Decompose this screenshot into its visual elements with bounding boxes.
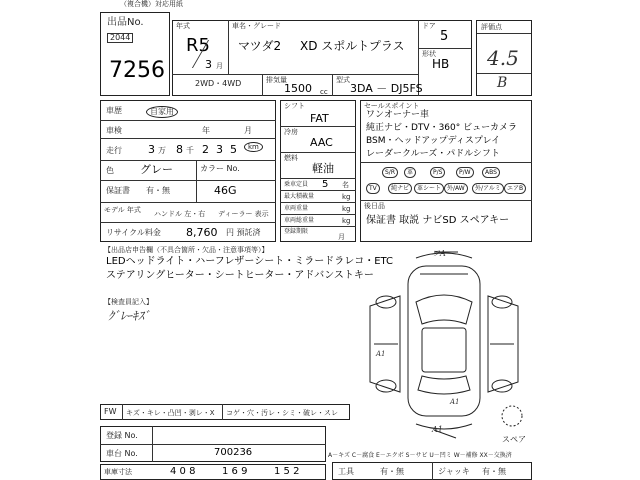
- color-label: 色: [106, 166, 114, 175]
- history-value: 自家用: [146, 106, 178, 118]
- recycle-unit: 円 預託済: [226, 228, 261, 237]
- equip-aw: 外/AW: [444, 183, 468, 194]
- sales-line-1: ワンオーナー車: [366, 110, 430, 120]
- score: 4.5: [487, 46, 519, 70]
- spare-tire-outline: [502, 406, 522, 426]
- cc-label: 排気量: [266, 76, 287, 84]
- color-value: グレー: [140, 163, 173, 176]
- windshield: [416, 295, 472, 324]
- year-month: 3: [205, 58, 212, 71]
- sales-line-4: レーダークルーズ・パドルシフト: [366, 149, 500, 159]
- shaken-label: 車検: [106, 126, 122, 135]
- score-box: [476, 20, 532, 96]
- dims-width: 1 6 9: [222, 466, 248, 477]
- mileage-d5: 5: [230, 143, 237, 156]
- equip-leather-seat: 革シート: [414, 183, 444, 194]
- weight-unit: kg: [342, 205, 351, 213]
- notes-label: 【出品店申告欄（不具合箇所・欠品・注意事項等）】: [104, 246, 269, 254]
- wheel-rr: [492, 380, 512, 392]
- mileage-d2: 8: [176, 143, 183, 156]
- capacity-label: 乗車定員: [284, 181, 309, 188]
- interior-score: B: [497, 75, 508, 91]
- model-name: マツダ2: [238, 39, 282, 53]
- lot-small: 2044: [107, 33, 133, 43]
- notes-line-1: LEDヘッドライト・ハーフレザーシート・ミラードラレコ・ETC: [106, 256, 394, 267]
- spare-label: スペア: [502, 435, 526, 444]
- chassis-label: 車台 No.: [106, 449, 138, 458]
- mileage-unit: km: [244, 142, 263, 152]
- load-unit: kg: [342, 193, 351, 201]
- fw-row-2: コゲ・穴・汚レ・シミ・破レ・スレ: [226, 409, 338, 417]
- equip-alumi: 外/アルミ: [472, 183, 504, 194]
- shift-value: FAT: [310, 112, 329, 125]
- equip-sr: S/R: [382, 167, 398, 178]
- dims-label: 車庫寸法: [104, 468, 132, 476]
- inspector-note: ｸﾞﾚｰｷｽﾞ: [108, 309, 151, 323]
- sales-line-3: BSM・ヘッドアップディスプレイ: [366, 136, 501, 146]
- model-year-label: モデル 年式: [104, 206, 141, 214]
- expire-label: 登録期限: [284, 228, 309, 235]
- weight-label: 車両重量: [284, 205, 309, 212]
- fuel-label: 燃料: [284, 154, 298, 162]
- mileage-u2: 千: [186, 146, 194, 155]
- expire-month: 月: [338, 233, 345, 241]
- doors-label: ドア: [422, 22, 436, 30]
- recycle-label: リサイクル料金: [106, 228, 161, 237]
- sales-label: セールスポイント: [364, 102, 420, 110]
- mileage-d3: 2: [202, 143, 209, 156]
- dims-length: 4 0 8: [170, 466, 196, 477]
- total-weight-unit: kg: [342, 217, 351, 225]
- front-mark: フA: [432, 249, 446, 258]
- car-diagram: [360, 244, 535, 444]
- total-weight-label: 車両総重量: [284, 217, 315, 224]
- grade: XD スポルトプラス: [300, 39, 405, 53]
- cc: 1500: [284, 82, 312, 95]
- after-value: 保証書 取説 ナビSD スペアキー: [366, 215, 510, 226]
- score-label: 評価点: [481, 23, 502, 31]
- rear-window: [418, 376, 470, 394]
- lot-label: 出品No.: [107, 17, 144, 28]
- year-label: 年式: [176, 22, 190, 30]
- equip-navi: 純ナビ: [388, 183, 412, 194]
- mileage-u1: 万: [158, 146, 166, 155]
- wheel-fr: [492, 296, 512, 308]
- equip-abs: ABS: [482, 167, 500, 178]
- warranty-label: 保証書: [106, 186, 130, 195]
- warranty-value: 有・無: [146, 186, 170, 195]
- lot-number: 7256: [109, 58, 165, 83]
- year-month-unit: 月: [216, 62, 223, 70]
- recycle-value: 8,760: [186, 226, 218, 239]
- cc-unit: cc: [320, 88, 328, 96]
- fuel-value: 軽油: [312, 162, 334, 175]
- tools-label: 工具: [338, 467, 354, 476]
- mileage-d1: 3: [148, 143, 155, 156]
- equip-airbag: エアB: [504, 183, 526, 194]
- after-label: 後日品: [364, 202, 385, 210]
- handle-label: ハンドル 左・右: [154, 210, 206, 218]
- rear-mark: A1: [432, 425, 443, 434]
- top-cut-text: （複合機）対応用紙: [120, 0, 183, 8]
- equip-pw: P/W: [456, 167, 474, 178]
- ac-label: 冷房: [284, 128, 298, 136]
- chassis-value: 700236: [214, 447, 253, 458]
- jack-label: ジャッキ: [438, 467, 470, 476]
- mileage-d4: 3: [216, 143, 223, 156]
- type-code: 3DA － DJ5FS: [350, 82, 423, 95]
- reg-label: 登録 No.: [106, 431, 138, 440]
- fw-label: FW: [104, 407, 117, 416]
- shaken-month: 月: [244, 126, 252, 135]
- load-label: 最大積載量: [284, 193, 315, 200]
- type-label: 型式: [336, 76, 350, 84]
- shift-label: シフト: [284, 102, 305, 110]
- roof: [422, 328, 466, 372]
- left-mark: A1: [376, 350, 386, 358]
- wheel-rl: [376, 380, 396, 392]
- lot-box: [100, 12, 170, 96]
- mileage-label: 走行: [106, 146, 122, 155]
- history-label: 車歴: [106, 106, 122, 115]
- equip-leather: 革: [404, 167, 416, 178]
- inspector-label: 【検査員記入】: [104, 298, 153, 306]
- equip-ps: P/S: [430, 167, 445, 178]
- dims-height: 1 5 2: [274, 466, 300, 477]
- color-no: 46G: [214, 184, 237, 197]
- tools-value: 有・無: [380, 467, 404, 476]
- notes-line-2: ステアリングヒーター・シートヒーター・アドバンストキー: [106, 270, 374, 281]
- sales-line-2: 純正ナビ・DTV・360° ビューカメラ: [366, 123, 517, 133]
- shaken-year: 年: [202, 126, 210, 135]
- equip-tv: TV: [366, 183, 380, 194]
- side-mark: A1: [450, 398, 460, 406]
- damage-legend: A－キズ C－腐食 E－エクボ S－サビ U－凹ミ W－補修 XX－交換済: [328, 452, 512, 459]
- spec-left: [100, 100, 276, 242]
- capacity-unit: 名: [342, 181, 349, 189]
- jack-value: 有・無: [482, 467, 506, 476]
- shape-label: 形状: [422, 50, 436, 58]
- wheel-fl: [376, 296, 396, 308]
- shape: HB: [432, 57, 450, 71]
- name-label: 車名・グレード: [232, 22, 281, 30]
- dealer-label: ディーラー 表示: [218, 210, 269, 218]
- rear-bumper: [416, 424, 472, 429]
- ac-value: AAC: [310, 136, 333, 149]
- fw-row: キズ・キレ・凸凹・剥レ・X: [126, 409, 215, 417]
- year-era: R5: [186, 35, 210, 56]
- drive: 2WD・4WD: [195, 79, 242, 88]
- color-no-label: カラー No.: [200, 164, 240, 173]
- capacity-value: 5: [322, 179, 329, 190]
- doors: 5: [440, 29, 449, 44]
